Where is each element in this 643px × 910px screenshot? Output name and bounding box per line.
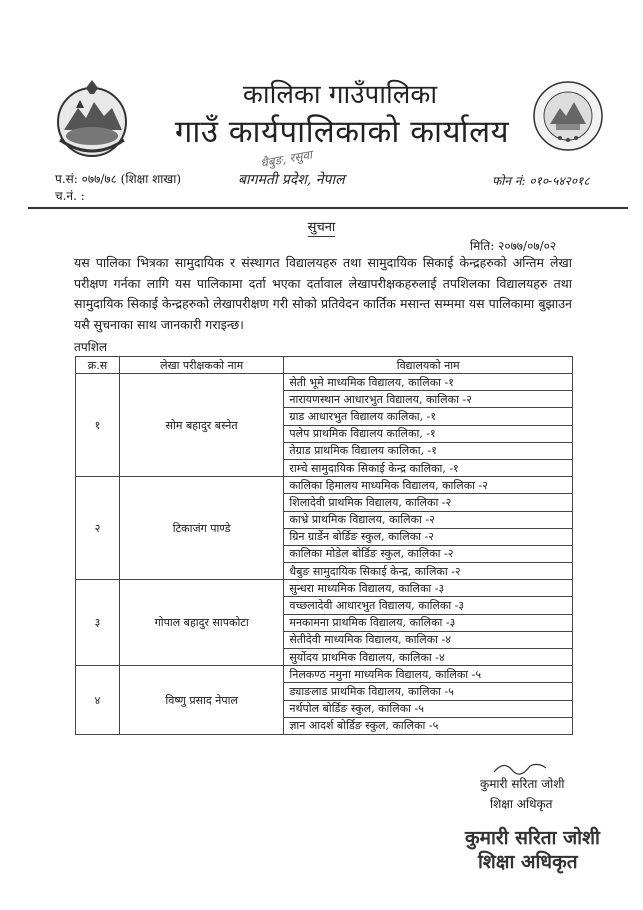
phone-number: फोन नं: ०१०-५४२०१८: [492, 174, 590, 188]
school-name: सेती भूमे माध्यमिक विद्यालय, कालिका -१: [284, 374, 573, 391]
table-row: [76, 666, 573, 683]
school-name: वच्छलादेवी आधारभुत विद्यालय, कालिका -३: [284, 597, 573, 614]
signatory-title: शिक्षा अधिकृत: [490, 797, 553, 811]
school-name: शिलादेवी प्राथमिक विद्यालय, कालिका -२: [284, 494, 573, 511]
header-school: विद्यालयको नाम: [284, 357, 573, 374]
auditor-table: [75, 356, 573, 735]
school-name: सेतीदेवी माध्यमिक विद्यालय, कालिका -४: [284, 631, 573, 648]
header-auditor: लेखा परीक्षकको नाम: [119, 357, 283, 374]
details-label: तपशिल: [74, 340, 108, 354]
serial-number: ३: [76, 580, 120, 666]
header-serial: क्र.स: [76, 357, 120, 374]
school-name: ड्याङलाड प्राथमिक विद्यालय, कालिका -५: [284, 683, 573, 700]
dispatch-number: च.नं. :: [55, 189, 85, 203]
school-name: मनकामना प्राथमिक विद्यालय, कालिका -३: [284, 614, 573, 631]
office-name: गाउँ कार्यपालिकाको कार्यालय: [174, 114, 510, 150]
table-header-row: [76, 357, 573, 374]
notice-body: यस पालिका भित्रका सामुदायिक र संस्थागत विद्यालयहरु तथा सामुदायिक सिकाई केन्द्रहरुको अन्तिम लेखा परीक्षण गर्नका लागि यस पालिकामा दर्ता भएका दर्तावाल लेखापरीक्षकहरुलाई तपशिलका विद्यालयहरु तथा सामुदायिक सिकाई केन्द्रहरुको लेखापरीक्षण गरी सोको प्रतिवेदन कार्तिक मसान्त सम्ममा यस पालिकामा बुझाउन यसै सुचनाका साथ जानकारी गराइन्छ।: [74, 255, 572, 332]
school-name: नारायणस्थान आधारभुत विद्यालय, कालिका -२: [284, 391, 573, 408]
school-name: ग्रिन ग्रार्डेन बोर्डिङ स्कुल, कालिका -२: [284, 528, 573, 545]
serial-number: २: [76, 477, 120, 580]
header-divider: [28, 207, 628, 209]
school-name: धैबुङ सामुदायिक सिकाई केन्द्र, कालिका -२: [284, 563, 573, 580]
nepal-emblem-icon: [50, 78, 134, 162]
office-address: बागमती प्रदेश, नेपाल: [238, 172, 345, 188]
signatory-name: कुमारी सरिता जोशी: [480, 777, 565, 791]
school-name: नर्थपोल बोर्डिङ स्कुल, कालिका -५: [284, 700, 573, 717]
auditor-name: गोपाल बहादुर सापकोटा: [119, 580, 283, 666]
school-name: काभ्रे प्राथमिक विद्यालय, कालिका -२: [284, 511, 573, 528]
serial-number: १: [76, 374, 120, 477]
school-name: सुर्योदय प्राथमिक विद्यालय, कालिका -४: [284, 649, 573, 666]
auditor-name: सोम बहादुर बस्नेत: [119, 374, 283, 477]
reference-number: प.सं: ०७७/७८ (शिक्षा शाखा): [55, 172, 182, 186]
notice-title: सुचना: [307, 220, 336, 235]
school-name: पलेप प्राथमिक विद्यालय कालिका, -१: [284, 425, 573, 442]
table-row: [76, 580, 573, 597]
serial-number: ४: [76, 666, 120, 735]
school-name: निलकण्ठ नमुना माध्यमिक विद्यालय, कालिका -५: [284, 666, 573, 683]
office-stamp: धैबुङ, रसुवा: [259, 147, 314, 171]
notice-date: मिति: २०७७/०७/०२: [470, 239, 557, 253]
school-name: तेग्राड प्राथमिक विद्यालय कालिका, -१: [284, 442, 573, 459]
school-name: सुन्धरा माध्यमिक विद्यालय, कालिका -३: [284, 580, 573, 597]
school-name: ग्राड आधारभुत विद्यालय कालिका, -१: [284, 408, 573, 425]
name-stamp: कुमारी सरिता जोशी: [465, 827, 600, 849]
school-name: राम्चे सामुदायिक सिकाई केन्द्र कालिका, -१: [284, 459, 573, 476]
table-row: [76, 477, 573, 494]
table-row: [76, 374, 573, 391]
auditor-name: विष्णु प्रसाद नेपाल: [119, 666, 283, 735]
school-name: ज्ञान आदर्श बोर्डिङ स्कुल, कालिका -५: [284, 717, 573, 734]
school-name: कालिका मोडेल बोर्डिङ स्कुल, कालिका -२: [284, 545, 573, 562]
municipality-name: कालिका गाउँपालिका: [242, 80, 438, 110]
auditor-name: टिकाजंग पाण्डे: [119, 477, 283, 580]
school-name: कालिका हिमालय माध्यमिक विद्यालय, कालिका -२: [284, 477, 573, 494]
title-stamp: शिक्षा अधिकृत: [478, 851, 578, 873]
